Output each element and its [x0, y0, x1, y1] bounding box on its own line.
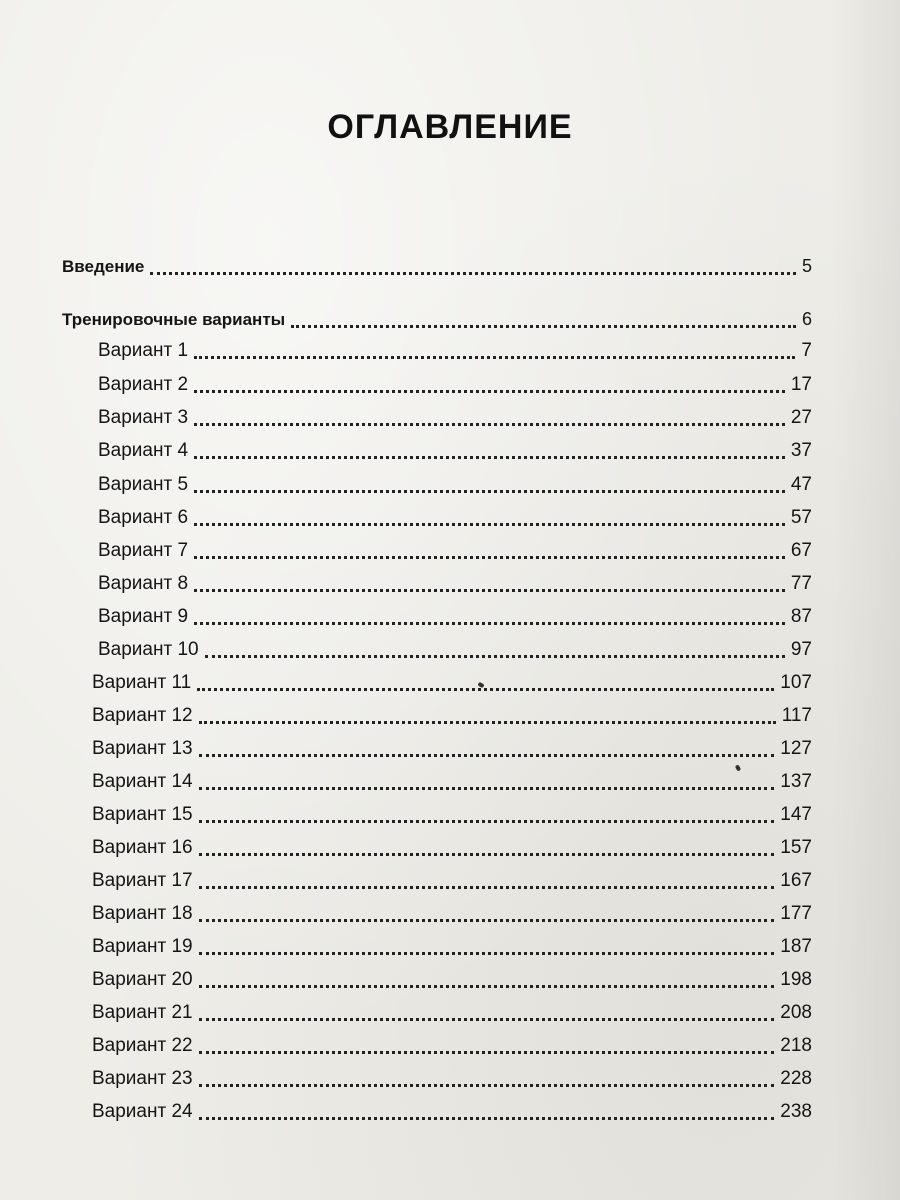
toc-entry-label: Вариант 12 — [92, 705, 193, 726]
toc-entry-label: Вариант 23 — [92, 1068, 193, 1089]
toc-entry — [92, 1101, 812, 1131]
dot-leader — [194, 523, 785, 526]
toc-entry-page-number: 218 — [780, 1035, 812, 1056]
toc-entry — [92, 705, 812, 735]
dot-leader — [194, 423, 785, 426]
toc-entry-page-number: 107 — [780, 672, 812, 693]
toc-entry — [92, 1035, 812, 1065]
toc-entry-label: Вариант 8 — [98, 573, 189, 594]
toc-entry-label: Вариант 2 — [98, 374, 189, 395]
toc-entry — [92, 1002, 812, 1032]
toc-entry-label: Вариант 20 — [92, 969, 193, 990]
toc-entry — [92, 870, 812, 900]
toc-entry — [92, 837, 812, 867]
toc-entry-page-number: 117 — [781, 705, 812, 726]
toc-entry-page-number: 228 — [780, 1068, 812, 1089]
toc-entry — [98, 540, 812, 570]
toc-entry-label: Вариант 19 — [92, 936, 193, 957]
toc-entry — [92, 672, 812, 702]
toc-entry-page-number: 47 — [790, 474, 812, 495]
toc-entry — [98, 507, 812, 537]
dot-leader — [199, 1084, 775, 1087]
toc-entry-label: Вариант 10 — [98, 639, 199, 660]
page-title: ОГЛАВЛЕНИЕ — [327, 108, 573, 146]
toc-entry-label: Вариант 24 — [92, 1101, 193, 1122]
toc-entry-page-number: 167 — [780, 870, 812, 891]
toc-entry — [62, 256, 812, 286]
toc-entry-label: Вариант 21 — [92, 1002, 193, 1023]
dot-leader — [291, 325, 796, 328]
toc-entry-label: Вариант 3 — [98, 407, 189, 428]
toc-entry — [98, 374, 812, 404]
toc-entry-page-number: 157 — [780, 837, 812, 858]
toc-entry-page-number: 37 — [790, 440, 812, 461]
toc-entry-page-number: 67 — [790, 540, 812, 561]
dot-leader — [199, 721, 776, 724]
toc-entry-page-number: 187 — [780, 936, 812, 957]
toc-entry — [92, 936, 812, 966]
toc-entry-label: Вариант 16 — [92, 837, 193, 858]
dot-leader — [194, 456, 785, 459]
toc-entry-page-number: 97 — [790, 639, 812, 660]
dot-leader — [194, 390, 785, 393]
toc-entry — [92, 804, 812, 834]
toc-entry-label: Вариант 13 — [92, 738, 193, 759]
toc-entry-label: Тренировочные варианты — [62, 310, 286, 329]
toc-entry-label: Вариант 15 — [92, 804, 193, 825]
dot-leader — [194, 589, 785, 592]
dot-leader — [199, 919, 775, 922]
dot-leader — [194, 556, 785, 559]
toc-entry — [98, 474, 812, 504]
dot-leader — [194, 356, 795, 359]
toc-entry-label: Вариант 6 — [98, 507, 189, 528]
dot-leader — [194, 490, 785, 493]
toc-entry — [92, 771, 812, 801]
toc-entry-label: Введение — [62, 257, 145, 276]
toc-entry — [98, 573, 812, 603]
dot-leader — [199, 985, 775, 988]
toc-entry — [98, 340, 812, 370]
toc-entry-page-number: 57 — [790, 507, 812, 528]
dot-leader — [194, 622, 785, 625]
toc-entry-page-number: 177 — [780, 903, 812, 924]
toc-entry-label: Вариант 22 — [92, 1035, 193, 1056]
toc-entry — [98, 440, 812, 470]
dot-leader — [150, 272, 796, 275]
toc-entry — [92, 969, 812, 999]
toc-entry-label: Вариант 4 — [98, 440, 189, 461]
toc-entry-page-number: 147 — [780, 804, 812, 825]
toc-entry-page-number: 17 — [790, 374, 812, 395]
toc-entry — [92, 903, 812, 933]
toc-entry — [92, 1068, 812, 1098]
toc-entry — [98, 606, 812, 636]
dot-leader — [199, 853, 775, 856]
toc-entry-page-number: 77 — [790, 573, 812, 594]
toc-entry-label: Вариант 17 — [92, 870, 193, 891]
toc-entry-page-number: 208 — [780, 1002, 812, 1023]
toc-entry-label: Вариант 7 — [98, 540, 189, 561]
toc-entry-page-number: 238 — [780, 1101, 812, 1122]
toc-entry-label: Вариант 14 — [92, 771, 193, 792]
toc-entry-label: Вариант 9 — [98, 606, 189, 627]
toc-entry-page-number: 137 — [780, 771, 812, 792]
dot-leader — [199, 787, 775, 790]
dot-leader — [199, 754, 775, 757]
dot-leader — [199, 820, 775, 823]
dot-leader — [205, 655, 785, 658]
toc-entry — [62, 309, 812, 339]
toc-entry-label: Вариант 11 — [92, 672, 192, 693]
toc-entry-page-number: 5 — [801, 256, 812, 276]
toc-entry-page-number: 127 — [780, 738, 812, 759]
dot-leader — [199, 952, 775, 955]
toc-entry-page-number: 198 — [780, 969, 812, 990]
toc-entry — [98, 407, 812, 437]
toc-entry-page-number: 87 — [790, 606, 812, 627]
toc-entry-page-number: 27 — [790, 407, 812, 428]
dot-leader — [197, 688, 774, 691]
dot-leader — [199, 886, 775, 889]
dot-leader — [199, 1051, 775, 1054]
toc-entry-label: Вариант 5 — [98, 474, 189, 495]
toc-entry-page-number: 6 — [801, 309, 812, 329]
toc-entry — [98, 639, 812, 669]
dot-leader — [199, 1018, 775, 1021]
toc-entry — [92, 738, 812, 768]
dot-leader — [199, 1117, 775, 1120]
toc-entry-page-number: 7 — [801, 340, 812, 361]
toc-entry-label: Вариант 1 — [98, 340, 189, 361]
toc-entry-label: Вариант 18 — [92, 903, 193, 924]
